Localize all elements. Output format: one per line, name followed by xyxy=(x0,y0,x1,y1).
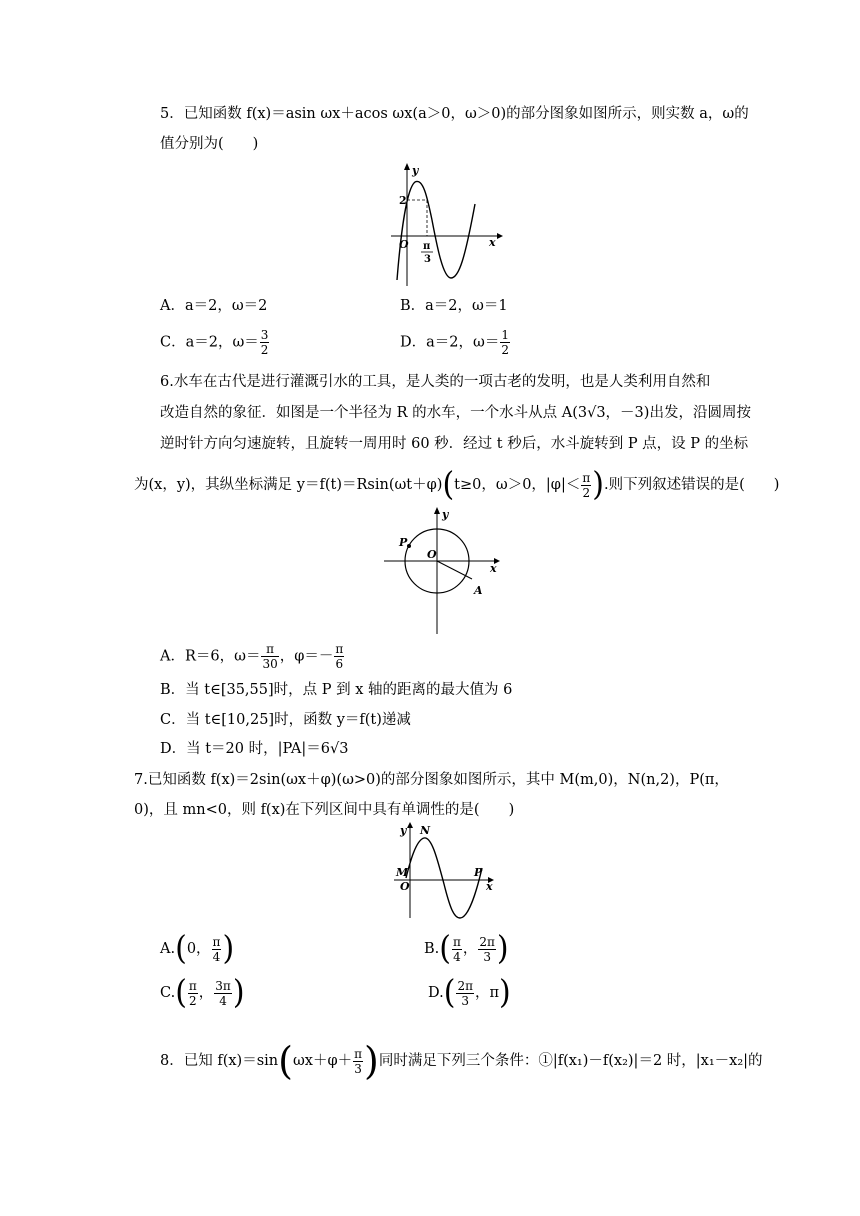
q5-option-d-frac: $\frac{1}{2}$ xyxy=(501,328,509,357)
q7-n-label: N xyxy=(420,824,431,837)
q7-x-label: x xyxy=(486,880,493,893)
q7-option-c: C.( $\frac{\pi}{2}$ ， $\frac{3\pi}{4}$ ) xyxy=(160,973,245,1012)
q6-line1: 6.水车在古代是进行灌溉引水的工具，是人类的一项古老的发明，也是人类利用自然和 xyxy=(160,374,711,390)
q7-option-a: A.(0， $\frac{\pi}{4}$ ) xyxy=(160,929,235,968)
q5-graph xyxy=(385,160,515,290)
q6-option-c: C．当 t∈[10,25]时，函数 y＝f(t)递减 xyxy=(160,712,411,728)
q5-option-a: A．a＝2，ω＝2 xyxy=(160,298,268,314)
q5-x-tick-den: 3 xyxy=(424,254,431,265)
q8-line1: 8．已知 f(x)＝sin(ωx＋φ＋ $\frac{\pi}{3}$ )同时满足下列三个条件：①|f(x₁)－f(x₂)|＝2 时，|x₁－x₂|的 xyxy=(160,1039,763,1083)
q6-line3: 逆时针方向匀速旋转，且旋转一周用时 60 秒．经过 t 秒后，水斗旋转到 P 点，设 P 的坐标 xyxy=(160,436,749,452)
q5-line2: 值分别为( ) xyxy=(160,136,259,152)
q5-y-tick: 2 xyxy=(399,194,407,207)
q7-graph xyxy=(392,822,522,922)
q5-origin: O xyxy=(399,238,409,251)
q7-p-label: P xyxy=(474,866,483,879)
q5-option-c xyxy=(160,328,270,357)
q5-option-c-frac: $\frac{3}{2}$ xyxy=(260,328,269,357)
q7-option-b: B.( $\frac{\pi}{4}$ ， $\frac{2\pi}{3}$ ) xyxy=(424,929,509,968)
q6-line4-post: .则下列叙述错误的是( ) xyxy=(603,477,780,493)
q6-graph xyxy=(380,506,510,636)
q7-y-label: y xyxy=(400,824,407,837)
q6-option-d: D．当 t＝20 时，|PA|＝6√3 xyxy=(160,741,349,757)
q7-origin: O xyxy=(400,880,410,893)
q8-frac: $\frac{\pi}{3}$ xyxy=(354,1046,362,1076)
q8-post: 同时满足下列三个条件：①|f(x₁)－f(x₂)|＝2 时，|x₁－x₂|的 xyxy=(378,1053,763,1069)
q7-option-d: D.( $\frac{2\pi}{3}$ ，π) xyxy=(428,973,511,1012)
q7-line1: 7.已知函数 f(x)＝2sin(ωx＋φ)(ω>0)的部分图象如图所示，其中 M(m,0)，N(n,2)，P(π， xyxy=(134,772,729,788)
q5-option-b: B．a＝2，ω＝1 xyxy=(400,298,508,314)
q5-line1: 5．已知函数 f(x)＝asin ωx＋acos ωx(a＞0，ω＞0)的部分图象如图所示，则实数 a，ω的 xyxy=(160,106,749,122)
q5-option-d xyxy=(400,328,511,357)
q6-x-label: x xyxy=(490,562,497,575)
q6-line2: 改造自然的象征．如图是一个半径为 R 的水车，一个水斗从点 A(3√3，－3)出发，沿圆周按 xyxy=(160,405,751,421)
q6-option-a-mid: ，φ＝－ xyxy=(279,648,334,665)
q7-option-c-label: C. xyxy=(160,985,176,1001)
q6-option-a-pre: A．R＝6，ω＝ xyxy=(160,648,261,665)
q6-line4-cond: t≥0，ω＞0，|φ|＜ xyxy=(454,477,581,493)
q7-m-label: M xyxy=(396,866,409,879)
q5-x-tick-num: π xyxy=(423,241,431,252)
q6-option-a-frac2: $\frac{\pi}{6}$ xyxy=(335,642,344,671)
q5-y-label: y xyxy=(412,164,419,177)
q7-option-b-label: B. xyxy=(424,941,440,957)
q6-line4-frac: $\frac{\pi}{2}$ xyxy=(582,470,591,500)
q7-option-a-label: A. xyxy=(160,941,176,957)
q6-option-b: B．当 t∈[35,55]时，点 P 到 x 轴的距离的最大值为 6 xyxy=(160,682,513,698)
q6-option-a-frac1: $\frac{\pi}{30}$ xyxy=(262,642,278,671)
q8-inner: ωx＋φ＋ xyxy=(292,1053,353,1069)
q7-line2: 0)，且 mn<0，则 f(x)在下列区间中具有单调性的是( ) xyxy=(134,802,515,818)
q6-y-label: y xyxy=(442,508,449,521)
q6-origin: O xyxy=(427,548,437,561)
q8-pre: 8．已知 f(x)＝sin xyxy=(160,1053,279,1069)
q5-option-c-prefix: C．a＝2，ω＝ xyxy=(160,334,259,351)
q6-option-a xyxy=(160,642,345,671)
q5-x-label: x xyxy=(489,236,496,249)
q5-option-d-prefix: D．a＝2，ω＝ xyxy=(400,334,500,351)
q6-p-label: P xyxy=(399,536,408,549)
q6-line4: 为(x，y)，其纵坐标满足 y＝f(t)＝Rsin(ωt＋φ)(t≥0，ω＞0，|φ|＜ $\frac{\pi}{2}$ ).则下列叙述错误的是( ) xyxy=(134,465,780,504)
q7-option-d-label: D. xyxy=(428,985,444,1001)
q6-line4-pre: 为(x，y)，其纵坐标满足 y＝f(t)＝Rsin(ωt＋φ) xyxy=(134,477,443,493)
q6-a-label: A xyxy=(474,584,483,597)
